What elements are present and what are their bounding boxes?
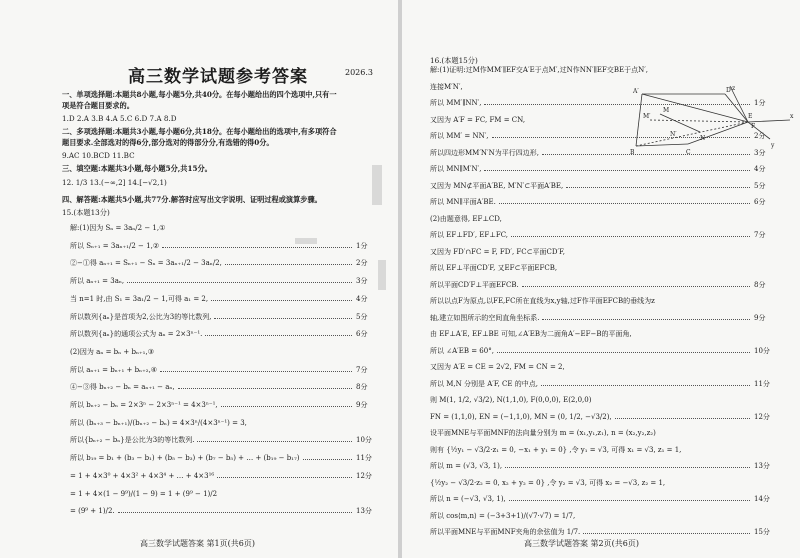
solution-step: 设平面MNE与平面MNF的法向量分别为 m = (x₁,y₁,z₁), n = (x₂,y₂,z₂)	[430, 429, 656, 437]
score-leader-dots	[542, 319, 750, 320]
solution-step: 所以平面MNE与平面MNF夹角的余弦值为 1/7.	[430, 528, 581, 536]
fig-label: y	[771, 142, 775, 149]
score-mark: 14分	[754, 495, 770, 503]
score-mark: 11分	[356, 454, 372, 463]
score-mark: 10分	[356, 436, 372, 445]
solution-step: = 1 + 4×(1 − 9⁹)/(1 − 9) = 1 + (9⁹ − 1)/2	[70, 489, 218, 498]
score-mark: 7分	[754, 231, 766, 239]
score-leader-dots	[583, 533, 750, 534]
solution-step: 当 n=1 时,由 S₁ = 3a₁/2 − 1,可得 a₁ = 2,	[70, 294, 209, 303]
fig-label: M	[663, 107, 670, 114]
score-mark: 1分	[754, 99, 766, 107]
solution-step: 所以 Sₙ₊₁ = 3aₙ₊₁/2 − 1,②	[70, 241, 160, 250]
score-leader-dots	[211, 300, 352, 301]
solution-step: 所以 M,N 分别是 A′F, CE 的中点,	[430, 379, 538, 388]
solution-step: {½y₂ − √3/2·z₂ = 0, x₂ + y₂ = 0} ,令 y₂ = √3, 可得 x₂ = −√3, z₂ = 1,	[430, 478, 666, 487]
solution-step: 所以 MN∥平面A′BE.	[430, 198, 496, 206]
solution-step: 所以 b₁₉ = b₁ + (b₃ − b₁) + (b₅ − b₃) + (b₇ − b₅) + … + (b₁₉ − b₁₇)	[70, 454, 300, 463]
page-2	[402, 0, 800, 558]
score-leader-dots	[522, 286, 750, 287]
solution-step: 又因为 A′F = FC, FM = CN,	[430, 115, 526, 124]
question-15-heading: 15.(本题13分)	[62, 208, 110, 217]
section-3-answers: 12. 1/3 13.(−∞,2] 14.[−√2,1)	[62, 178, 167, 187]
page-1-footer: 高三数学试题答案 第1页(共6页)	[140, 539, 255, 548]
solution-step: 所以 aₙ₊₁ = bₙ₊₁ + bₙ₊₂,④	[70, 365, 158, 374]
scan-artifact	[378, 260, 386, 290]
fig-edge	[642, 94, 748, 122]
score-leader-dots	[127, 282, 352, 283]
score-mark: 2分	[754, 132, 766, 140]
fig-label: x	[790, 113, 794, 120]
solution-step: 所以{bₙ₊₂ − bₙ}是公比为3的等比数列.	[70, 436, 195, 445]
score-mark: 8分	[356, 383, 368, 392]
solution-step: (2)由题意得, EF⊥CD,	[430, 214, 502, 223]
score-leader-dots	[214, 318, 352, 319]
solution-step: 连接M′N′,	[430, 82, 463, 91]
fig-label: F	[751, 123, 756, 130]
score-leader-dots	[217, 477, 352, 478]
solution-step: 解:(1)因为 Sₙ = 3aₙ/2 − 1,①	[70, 224, 166, 232]
score-leader-dots	[509, 500, 750, 501]
score-mark: 11分	[754, 379, 770, 388]
score-leader-dots	[484, 170, 750, 171]
solution-step: 所以 MM′∥NN′,	[430, 99, 482, 107]
score-mark: 13分	[754, 462, 770, 470]
solution-step: 所以平面CD′F⊥平面EFCB.	[430, 280, 519, 289]
section-3-heading: 三、填空题:本题共3小题,每小题5分,共15分。	[62, 164, 212, 173]
score-mark: 3分	[754, 148, 766, 157]
score-mark: 12分	[356, 471, 372, 480]
score-leader-dots	[162, 247, 352, 248]
score-mark: 9分	[356, 401, 368, 409]
score-leader-dots	[505, 467, 750, 468]
solution-step: 又因为 A′E = CE = 2√2, FM = CN = 2,	[430, 363, 565, 371]
score-leader-dots	[221, 406, 352, 407]
fig-edge	[660, 114, 700, 132]
section-2-heading-cont: 题目要求.全部选对的得6分,部分选对的得部分分,有选错的得0分。	[62, 138, 274, 147]
solution-step: 所以 MM′ = NN′,	[430, 132, 489, 140]
score-leader-dots	[499, 203, 750, 204]
score-leader-dots	[511, 236, 750, 237]
score-leader-dots	[303, 459, 352, 460]
score-mark: 4分	[356, 294, 368, 303]
solution-step: 则有 {½y₁ − √3/2·z₁ = 0, −x₁ + y₁ = 0} ,令 y₁ = √3, 可得 x₁ = √3, z₁ = 1,	[430, 445, 682, 454]
solution-step: FN = (1,1,0), EN = (−1,1,0), MN = (0, 1/2, −√3/2),	[430, 412, 612, 421]
fig-label: C	[686, 149, 691, 156]
score-leader-dots	[541, 385, 750, 386]
section-2-answers: 9.AC 10.BCD 11.BC	[62, 151, 135, 160]
solution-step: 所以 aₙ₊₁ = 3aₙ,	[70, 277, 125, 286]
solution-step: 所以以点F为原点,以FE,FC所在直线为x,y轴,过F作平面EFCB的垂线为z	[430, 297, 655, 305]
solution-step: 所以四边形MM′N′N为平行四边形,	[430, 148, 539, 157]
score-mark: 5分	[754, 181, 766, 190]
solution-step: 所以 EF⊥FD′, EF⊥FC,	[430, 231, 509, 239]
score-leader-dots	[160, 371, 352, 372]
solution-step: = 1 + 4×3⁰ + 4×3² + 4×3⁴ + … + 4×3¹⁶	[70, 471, 215, 480]
page-2-footer: 高三数学试题答案 第2页(共6页)	[524, 539, 639, 548]
solution-step: 轴,建立如图所示的空间直角坐标系.	[430, 313, 540, 322]
document-date: 2026.3	[345, 68, 373, 77]
fig-axis	[748, 120, 790, 122]
solution-step: (2)因为 aₙ = bₙ + bₙ₊₁,③	[70, 347, 154, 356]
section-4-heading: 四、解答题:本题共5小题,共77分.解答时应写出文字说明、证明过程或演算步骤。	[62, 195, 322, 204]
scan-artifact	[295, 238, 317, 244]
fig-label: A′	[633, 88, 639, 95]
solution-step: 则 M(1, 1/2, √3/2), N(1,1,0), F(0,0,0), E(2,0,0)	[430, 396, 592, 404]
fig-edge	[688, 122, 748, 144]
score-leader-dots	[178, 388, 352, 389]
fig-edge	[636, 94, 642, 146]
score-leader-dots	[566, 187, 750, 188]
score-mark: 8分	[754, 280, 766, 289]
score-mark: 6分	[754, 198, 766, 206]
solution-step: 所以 n = (−√3, √3, 1),	[430, 495, 506, 503]
document-title: 高三数学试题参考答案	[128, 67, 308, 87]
fig-label: E	[748, 113, 753, 120]
score-leader-dots	[118, 512, 352, 513]
score-mark: 7分	[356, 365, 368, 374]
fig-edge	[636, 144, 688, 146]
solution-step: 又因为 MN⊄平面A′BE, M′N′⊂平面A′BE,	[430, 181, 564, 190]
score-leader-dots	[205, 335, 352, 336]
geometry-figure	[630, 84, 800, 164]
solution-step: 所以 MN∥M′N′,	[430, 165, 482, 173]
score-mark: 4分	[754, 165, 766, 173]
fig-label: N	[700, 135, 706, 142]
solution-step: 所以 cos⟨m,n⟩ = (−3+3+1)/(√7·√7) = 1/7,	[430, 511, 576, 520]
solution-step: 又因为 FD′∩FC = F, FD′, FC⊂平面CD′F,	[430, 247, 566, 256]
solution-step: ④−③得 bₙ₊₂ − bₙ = aₙ₊₁ − aₙ,	[70, 383, 175, 392]
score-mark: 12分	[754, 412, 770, 421]
section-1-answers: 1.D 2.A 3.B 4.A 5.C 6.D 7.A 8.D	[62, 114, 177, 123]
solution-step: 所以 EF⊥平面CD′F, 又EF⊂平面EFCB,	[430, 264, 558, 272]
solution-step: 所以 bₙ₊₂ − bₙ = 2×3ⁿ − 2×3ⁿ⁻¹ = 4×3ⁿ⁻¹,	[70, 401, 218, 409]
fig-label: N′	[670, 131, 677, 138]
score-mark: 9分	[754, 313, 766, 322]
solution-step: = (9⁹ + 1)/2.	[70, 507, 115, 516]
section-1-heading: 一、单项选择题:本题共8小题,每小题5分,共40分。在每小题给出的四个选项中,只有一	[62, 90, 337, 99]
score-mark: 6分	[356, 330, 368, 339]
score-mark: 10分	[754, 346, 770, 355]
section-1-heading-cont: 项是符合题目要求的。	[62, 101, 134, 110]
fig-label: D′	[726, 87, 733, 94]
score-mark: 2分	[356, 259, 368, 268]
fig-label: B	[630, 149, 635, 156]
score-mark: 5分	[356, 312, 368, 321]
score-leader-dots	[497, 352, 750, 353]
score-mark: 3分	[356, 277, 368, 286]
fig-label: M′	[643, 113, 651, 120]
score-leader-dots	[225, 264, 352, 265]
section-2-heading: 二、多项选择题:本题共3小题,每小题6分,共18分。在每小题给出的选项中,有多项符合	[62, 127, 337, 136]
scan-artifact	[372, 165, 382, 205]
score-mark: 13分	[356, 507, 372, 516]
fig-label: z	[732, 85, 736, 92]
solution-step: ②−①得 aₙ₊₁ = Sₙ₊₁ − Sₙ = 3aₙ₊₁/2 − 3aₙ/2,	[70, 259, 222, 268]
solution-step: 所以 ∠A′EB = 60°,	[430, 346, 494, 355]
solution-step: 所以数列{aₙ}是首项为2,公比为3的等比数列,	[70, 312, 212, 321]
solution-step: 所以 (bₙ₊₃ − bₙ₊₁)/(bₙ₊₂ − bₙ) = 4×3ⁿ/(4×3ⁿ⁻¹) = 3,	[70, 418, 247, 427]
solution-step: 所以数列{aₙ}的通项公式为 aₙ = 2×3ⁿ⁻¹.	[70, 330, 203, 339]
question-16-heading: 16.(本题15分)	[430, 56, 478, 65]
fig-edge	[650, 120, 748, 122]
score-mark: 15分	[754, 528, 770, 536]
score-mark: 1分	[356, 241, 368, 250]
score-leader-dots	[197, 441, 352, 442]
page-1	[0, 0, 398, 558]
score-leader-dots	[615, 418, 750, 419]
solution-step: 所以 m = (√3, √3, 1),	[430, 462, 503, 470]
solution-step: 由 EF⊥A′E, EF⊥BE 可知,∠A′EB为二面角A′−EF−B的平面角,	[430, 330, 632, 338]
solution-step: 解:(1)证明:过M作MM′∥EF交A′E于点M′,过N作NN′∥EF交BE于点N′,	[430, 66, 649, 74]
